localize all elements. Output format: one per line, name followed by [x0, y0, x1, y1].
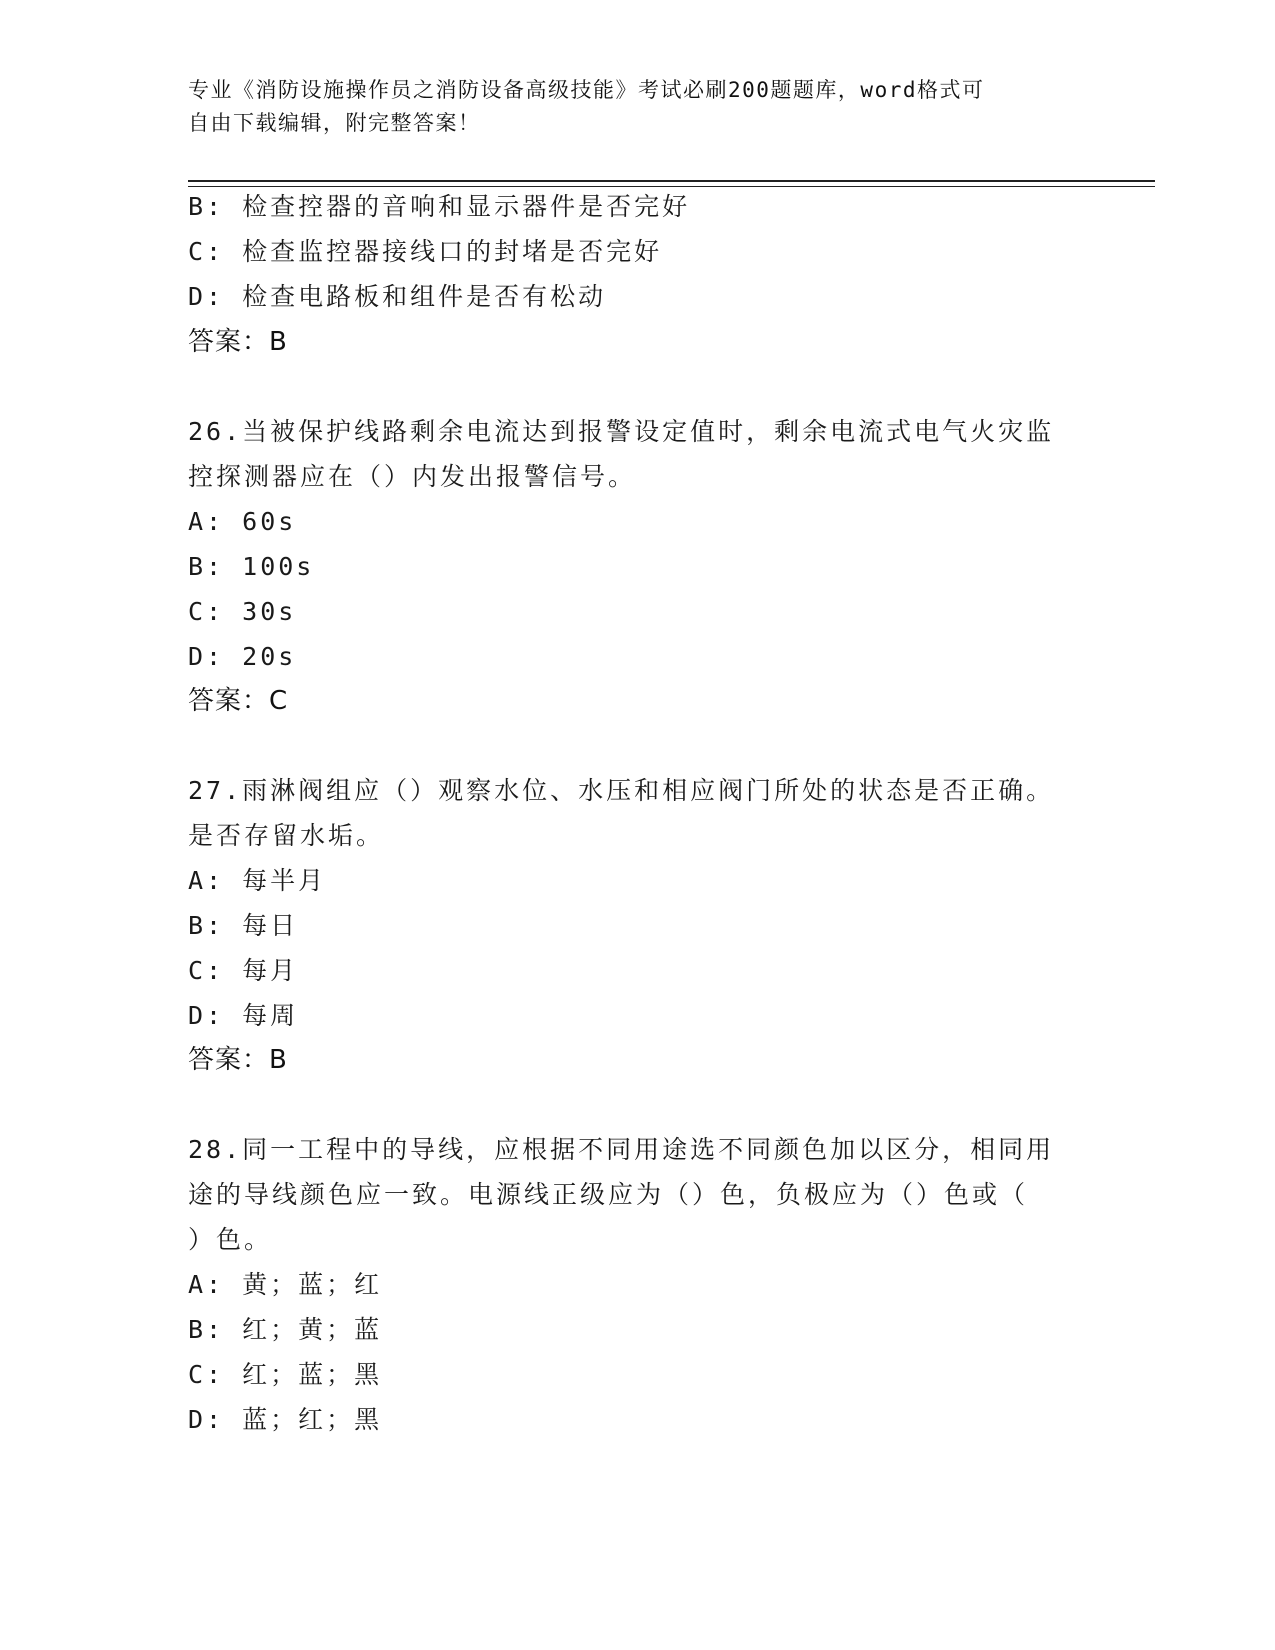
q27-answer: 答案：B [188, 1045, 288, 1075]
q26-stem-line-1: 26.当被保护线路剩余电流达到报警设定值时，剩余电流式电气火灾监 [188, 417, 1055, 446]
header-line-1: 专业《消防设施操作员之消防设备高级技能》考试必刷200题题库，word格式可 [188, 78, 985, 102]
q26-option-b: B: 100s [188, 552, 315, 581]
q28-option-c: C: 红；蓝；黑 [188, 1360, 383, 1389]
q25-option-c: C: 检查监控器接线口的封堵是否完好 [188, 237, 663, 266]
header-line-2: 自由下载编辑，附完整答案！ [188, 111, 481, 135]
q27-option-d: D: 每周 [188, 1001, 299, 1030]
q28-option-d: D: 蓝；红；黑 [188, 1405, 383, 1434]
q25-answer: 答案：B [188, 327, 288, 357]
document-header [188, 74, 1088, 140]
q28-stem-line-3: ）色。 [188, 1225, 273, 1254]
q25-option-b: B: 检查控器的音响和显示器件是否完好 [188, 192, 691, 221]
q27-stem-line-2: 是否存留水垢。 [188, 821, 385, 850]
q27-stem-line-1: 27.雨淋阀组应（）观察水位、水压和相应阀门所处的状态是否正确。 [188, 776, 1055, 805]
q28-stem-line-1: 28.同一工程中的导线，应根据不同用途选不同颜色加以区分，相同用 [188, 1135, 1055, 1164]
q26-answer: 答案：C [188, 686, 289, 716]
header-divider-thin [188, 186, 1155, 187]
q26-option-c: C: 30s [188, 597, 297, 626]
q27-option-b: B: 每日 [188, 911, 299, 940]
q25-option-d: D: 检查电路板和组件是否有松动 [188, 282, 607, 311]
header-divider-thick [188, 180, 1155, 182]
q28-option-a: A: 黄；蓝；红 [188, 1270, 383, 1299]
q27-option-c: C: 每月 [188, 956, 299, 985]
q28-stem-line-2: 途的导线颜色应一致。电源线正级应为（）色，负极应为（）色或（ [188, 1180, 1029, 1209]
q28-option-b: B: 红；黄；蓝 [188, 1315, 383, 1344]
q26-stem-line-2: 控探测器应在（）内发出报警信号。 [188, 462, 637, 491]
q27-option-a: A: 每半月 [188, 866, 327, 895]
q26-option-a: A: 60s [188, 507, 297, 536]
q26-option-d: D: 20s [188, 642, 297, 671]
